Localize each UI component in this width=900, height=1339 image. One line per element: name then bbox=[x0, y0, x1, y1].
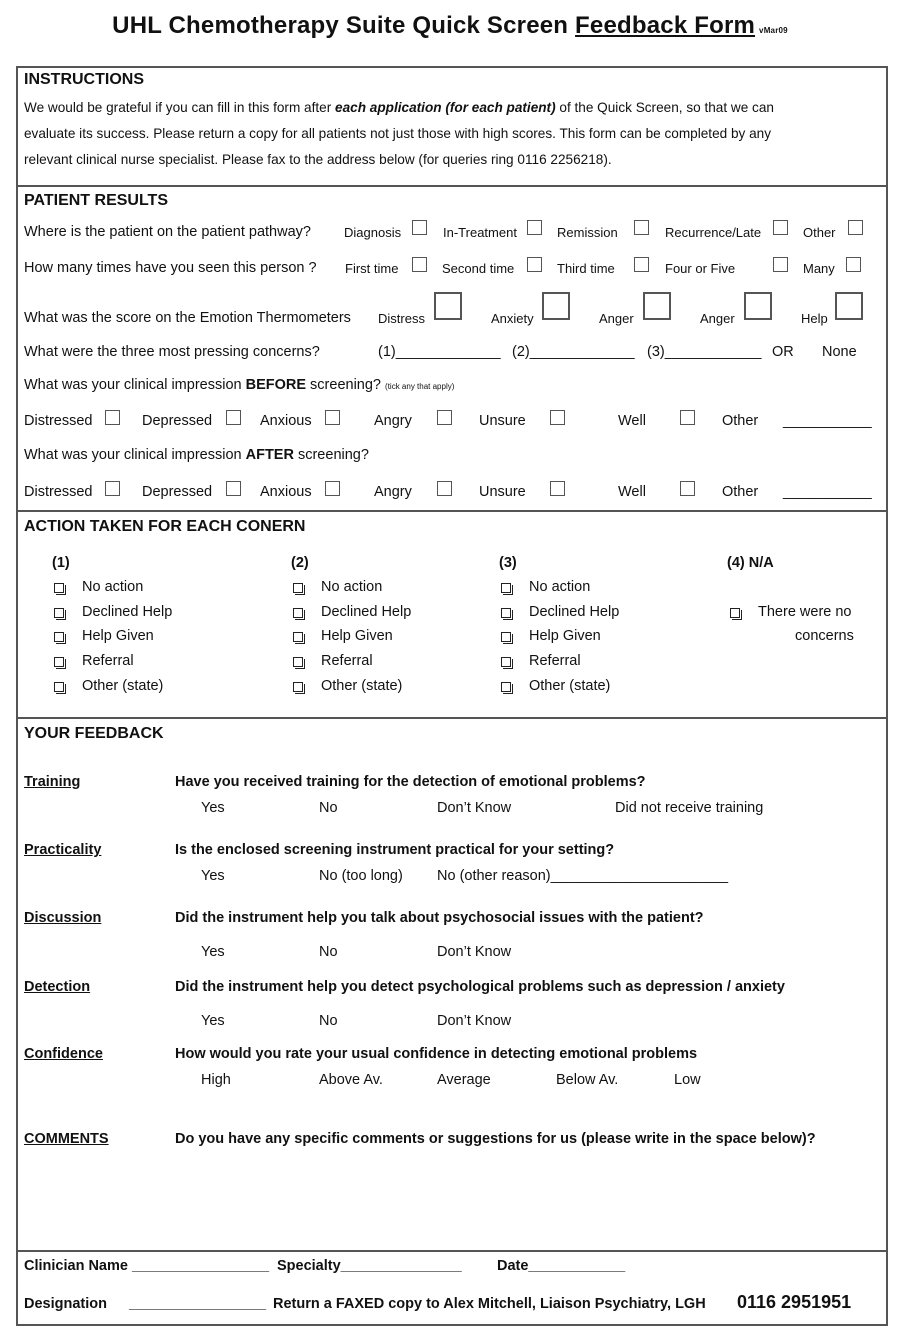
action3-declined-checkbox[interactable] bbox=[501, 608, 511, 618]
after-anxious-label: Anxious bbox=[260, 484, 312, 500]
action2-referral-label: Referral bbox=[321, 653, 373, 669]
score-question: What was the score on the Emotion Thermometers bbox=[24, 310, 351, 326]
action1-declined-checkbox[interactable] bbox=[54, 608, 64, 618]
score-distress-box[interactable] bbox=[434, 292, 462, 320]
before-unsure-checkbox[interactable] bbox=[550, 410, 565, 425]
comments-label: COMMENTS bbox=[24, 1131, 109, 1147]
score-anger-label: Anger bbox=[599, 311, 634, 326]
divider-feedback bbox=[16, 1250, 888, 1252]
confidence-average-option[interactable]: Average bbox=[437, 1072, 491, 1088]
action1-referral-checkbox[interactable] bbox=[54, 657, 64, 667]
pathway-other-checkbox[interactable] bbox=[848, 220, 863, 235]
after-angry-checkbox[interactable] bbox=[437, 481, 452, 496]
pathway-recurrence-label: Recurrence/Late bbox=[665, 225, 762, 240]
actions-heading: ACTION TAKEN FOR EACH CONERN bbox=[24, 518, 306, 535]
action4-no-concerns-label-1: There were no bbox=[758, 604, 852, 620]
before-well-label: Well bbox=[618, 413, 646, 429]
pathway-intreatment-label: In-Treatment bbox=[443, 225, 517, 240]
before-q-b: BEFORE bbox=[245, 377, 307, 393]
after-q-b: AFTER bbox=[245, 447, 294, 463]
score-anxiety-box[interactable] bbox=[542, 292, 570, 320]
date-field[interactable]: Date____________ bbox=[497, 1258, 626, 1274]
times-second-label: Second time bbox=[442, 261, 515, 276]
after-depressed-label: Depressed bbox=[142, 484, 213, 500]
training-no-option[interactable]: No bbox=[319, 800, 338, 816]
before-q-a: What was your clinical impression bbox=[24, 377, 246, 393]
training-label: Training bbox=[24, 774, 81, 790]
pathway-intreatment-checkbox[interactable] bbox=[527, 220, 542, 235]
instructions-heading: INSTRUCTIONS bbox=[24, 71, 144, 88]
detection-question: Did the instrument help you detect psychological problems such as depression / anxiety bbox=[175, 979, 785, 995]
title-main: UHL Chemotherapy Suite Quick Screen bbox=[112, 12, 576, 39]
divider-results bbox=[16, 510, 888, 512]
after-well-checkbox[interactable] bbox=[680, 481, 695, 496]
before-q-c: screening? bbox=[306, 377, 381, 393]
practicality-other-option[interactable]: No (other reason)______________________ bbox=[437, 868, 729, 884]
confidence-aboveav-option[interactable]: Above Av. bbox=[319, 1072, 383, 1088]
discussion-question: Did the instrument help you talk about psychosocial issues with the patient? bbox=[175, 910, 704, 926]
action-col-2-heading: (2) bbox=[291, 555, 309, 571]
pathway-question: Where is the patient on the patient pathway? bbox=[24, 224, 311, 240]
times-fourfive-checkbox[interactable] bbox=[773, 257, 788, 272]
score-anger2-label: Anger bbox=[700, 311, 735, 326]
before-depressed-checkbox[interactable] bbox=[226, 410, 241, 425]
action1-other-label: Other (state) bbox=[82, 678, 164, 694]
times-many-label: Many bbox=[803, 261, 835, 276]
action3-help-given-label: Help Given bbox=[529, 628, 601, 644]
action1-help-given-checkbox[interactable] bbox=[54, 632, 64, 642]
after-other-label: Other bbox=[722, 484, 759, 500]
after-depressed-checkbox[interactable] bbox=[226, 481, 241, 496]
after-anxious-checkbox[interactable] bbox=[325, 481, 340, 496]
specialty-field[interactable]: Specialty_______________ bbox=[277, 1258, 462, 1274]
before-depressed-label: Depressed bbox=[142, 413, 213, 429]
score-anxiety-label: Anxiety bbox=[491, 311, 534, 326]
pathway-other-label: Other bbox=[803, 225, 836, 240]
after-well-label: Well bbox=[618, 484, 646, 500]
score-help-label: Help bbox=[801, 311, 828, 326]
confidence-low-option[interactable]: Low bbox=[674, 1072, 701, 1088]
after-distressed-label: Distressed bbox=[24, 484, 93, 500]
concern-none-option[interactable]: None bbox=[822, 344, 857, 360]
training-yes-option[interactable]: Yes bbox=[201, 800, 225, 816]
action2-declined-checkbox[interactable] bbox=[293, 608, 303, 618]
times-many-checkbox[interactable] bbox=[846, 257, 861, 272]
action2-no-action-label: No action bbox=[321, 579, 383, 595]
instructions-line-3: relevant clinical nurse specialist. Please fax to the address below (for queries ring 0116 2256218). bbox=[24, 152, 612, 167]
confidence-belowav-option[interactable]: Below Av. bbox=[556, 1072, 619, 1088]
pathway-remission-label: Remission bbox=[557, 225, 618, 240]
action2-referral-checkbox[interactable] bbox=[293, 657, 303, 667]
pathway-diagnosis-label: Diagnosis bbox=[344, 225, 402, 240]
action2-no-action-checkbox[interactable] bbox=[293, 583, 303, 593]
pathway-remission-checkbox[interactable] bbox=[634, 220, 649, 235]
action1-referral-label: Referral bbox=[82, 653, 134, 669]
action4-no-concerns-label-2: concerns bbox=[795, 628, 854, 644]
designation-label: Designation bbox=[24, 1296, 107, 1312]
times-first-label: First time bbox=[345, 261, 399, 276]
action2-other-label: Other (state) bbox=[321, 678, 403, 694]
before-angry-label: Angry bbox=[374, 413, 412, 429]
before-question bbox=[24, 377, 454, 393]
detection-label: Detection bbox=[24, 979, 91, 995]
patient-results-heading: PATIENT RESULTS bbox=[24, 192, 168, 209]
divider-instructions bbox=[16, 185, 888, 187]
action3-other-label: Other (state) bbox=[529, 678, 611, 694]
instructions-line-2: evaluate its success. Please return a copy for all patients not just those with high scores. This form can be completed by any bbox=[24, 126, 772, 141]
after-unsure-label: Unsure bbox=[479, 484, 526, 500]
pathway-recurrence-checkbox[interactable] bbox=[773, 220, 788, 235]
concern-2-field[interactable]: (2)_____________ bbox=[512, 344, 635, 360]
instr-text-b: each application (for each patient) bbox=[335, 100, 556, 115]
practicality-question: Is the enclosed screening instrument practical for your setting? bbox=[175, 842, 615, 858]
fax-phone-number: 0116 2951951 bbox=[737, 1292, 852, 1312]
discussion-no-option[interactable]: No bbox=[319, 944, 338, 960]
times-first-checkbox[interactable] bbox=[412, 257, 427, 272]
action3-no-action-checkbox[interactable] bbox=[501, 583, 511, 593]
confidence-question: How would you rate your usual confidence in detecting emotional problems bbox=[175, 1046, 698, 1062]
before-distressed-label: Distressed bbox=[24, 413, 93, 429]
action2-help-given-checkbox[interactable] bbox=[293, 632, 303, 642]
before-other-label: Other bbox=[722, 413, 759, 429]
discussion-label: Discussion bbox=[24, 910, 102, 926]
practicality-toolong-option[interactable]: No (too long) bbox=[319, 868, 403, 884]
times-question: How many times have you seen this person ? bbox=[24, 260, 317, 276]
title-underlined: Feedback Form bbox=[575, 12, 756, 39]
concern-1-field[interactable]: (1)_____________ bbox=[378, 344, 501, 360]
confidence-label: Confidence bbox=[24, 1046, 103, 1062]
discussion-yes-option[interactable]: Yes bbox=[201, 944, 225, 960]
confidence-high-option[interactable]: High bbox=[201, 1072, 231, 1088]
action-col-4-heading: (4) N/A bbox=[727, 555, 774, 571]
before-q-note: (tick any that apply) bbox=[385, 382, 455, 391]
after-distressed-checkbox[interactable] bbox=[105, 481, 120, 496]
pathway-diagnosis-checkbox[interactable] bbox=[412, 220, 427, 235]
times-second-checkbox[interactable] bbox=[527, 257, 542, 272]
discussion-dontknow-option[interactable]: Don’t Know bbox=[437, 944, 512, 960]
score-distress-label: Distress bbox=[378, 311, 425, 326]
after-q-a: What was your clinical impression bbox=[24, 447, 246, 463]
concerns-question: What were the three most pressing concerns? bbox=[24, 344, 320, 360]
feedback-heading: YOUR FEEDBACK bbox=[24, 725, 164, 742]
after-angry-label: Angry bbox=[374, 484, 412, 500]
action3-help-given-checkbox[interactable] bbox=[501, 632, 511, 642]
action3-declined-label: Declined Help bbox=[529, 604, 620, 620]
after-q-c: screening? bbox=[293, 447, 369, 463]
before-distressed-checkbox[interactable] bbox=[105, 410, 120, 425]
return-instructions: Return a FAXED copy to Alex Mitchell, Liaison Psychiatry, LGH bbox=[273, 1296, 706, 1312]
concern-or-label: OR bbox=[772, 344, 794, 360]
detection-no-option[interactable]: No bbox=[319, 1013, 338, 1029]
score-help-box[interactable] bbox=[835, 292, 863, 320]
times-third-label: Third time bbox=[557, 261, 615, 276]
action1-declined-label: Declined Help bbox=[82, 604, 173, 620]
detection-dontknow-option[interactable]: Don’t Know bbox=[437, 1013, 512, 1029]
before-other-field[interactable]: ___________ bbox=[783, 413, 872, 429]
before-anxious-label: Anxious bbox=[260, 413, 312, 429]
action1-help-given-label: Help Given bbox=[82, 628, 154, 644]
before-angry-checkbox[interactable] bbox=[437, 410, 452, 425]
times-third-checkbox[interactable] bbox=[634, 257, 649, 272]
action3-referral-checkbox[interactable] bbox=[501, 657, 511, 667]
instructions-line-1 bbox=[24, 95, 874, 121]
comments-area[interactable] bbox=[24, 1156, 874, 1244]
action2-help-given-label: Help Given bbox=[321, 628, 393, 644]
practicality-yes-option[interactable]: Yes bbox=[201, 868, 225, 884]
after-question bbox=[24, 447, 369, 463]
divider-actions bbox=[16, 717, 888, 719]
instr-text-c: of the Quick Screen, so that we can bbox=[555, 100, 774, 115]
training-dontknow-option[interactable]: Don’t Know bbox=[437, 800, 512, 816]
action-col-1-heading: (1) bbox=[52, 555, 70, 571]
action3-no-action-label: No action bbox=[529, 579, 591, 595]
practicality-label: Practicality bbox=[24, 842, 102, 858]
action3-referral-label: Referral bbox=[529, 653, 581, 669]
before-anxious-checkbox[interactable] bbox=[325, 410, 340, 425]
score-anger2-box[interactable] bbox=[744, 292, 772, 320]
instr-text-a: We would be grateful if you can fill in this form after bbox=[24, 100, 336, 115]
instructions-text bbox=[24, 95, 874, 173]
concern-3-field[interactable]: (3)____________ bbox=[647, 344, 762, 360]
comments-question: Do you have any specific comments or suggestions for us (please write in the space below)? bbox=[175, 1131, 816, 1147]
score-anger-box[interactable] bbox=[643, 292, 671, 320]
detection-yes-option[interactable]: Yes bbox=[201, 1013, 225, 1029]
action1-other-checkbox[interactable] bbox=[54, 682, 64, 692]
clinician-name-field[interactable]: Clinician Name _________________ bbox=[24, 1258, 270, 1274]
action1-no-action-label: No action bbox=[82, 579, 144, 595]
times-fourfive-label: Four or Five bbox=[665, 261, 736, 276]
action3-other-checkbox[interactable] bbox=[501, 682, 511, 692]
after-unsure-checkbox[interactable] bbox=[550, 481, 565, 496]
designation-field[interactable]: _________________ bbox=[129, 1296, 267, 1312]
form-title bbox=[0, 12, 900, 40]
training-notreceived-option[interactable]: Did not receive training bbox=[615, 800, 764, 816]
before-well-checkbox[interactable] bbox=[680, 410, 695, 425]
action1-no-action-checkbox[interactable] bbox=[54, 583, 64, 593]
training-question: Have you received training for the detection of emotional problems? bbox=[175, 774, 646, 790]
action2-other-checkbox[interactable] bbox=[293, 682, 303, 692]
after-other-field[interactable]: ___________ bbox=[783, 484, 872, 500]
action4-no-concerns-checkbox[interactable] bbox=[730, 608, 740, 618]
action-col-3-heading: (3) bbox=[499, 555, 517, 571]
action2-declined-label: Declined Help bbox=[321, 604, 412, 620]
version-label: vMar09 bbox=[759, 26, 788, 35]
before-unsure-label: Unsure bbox=[479, 413, 526, 429]
